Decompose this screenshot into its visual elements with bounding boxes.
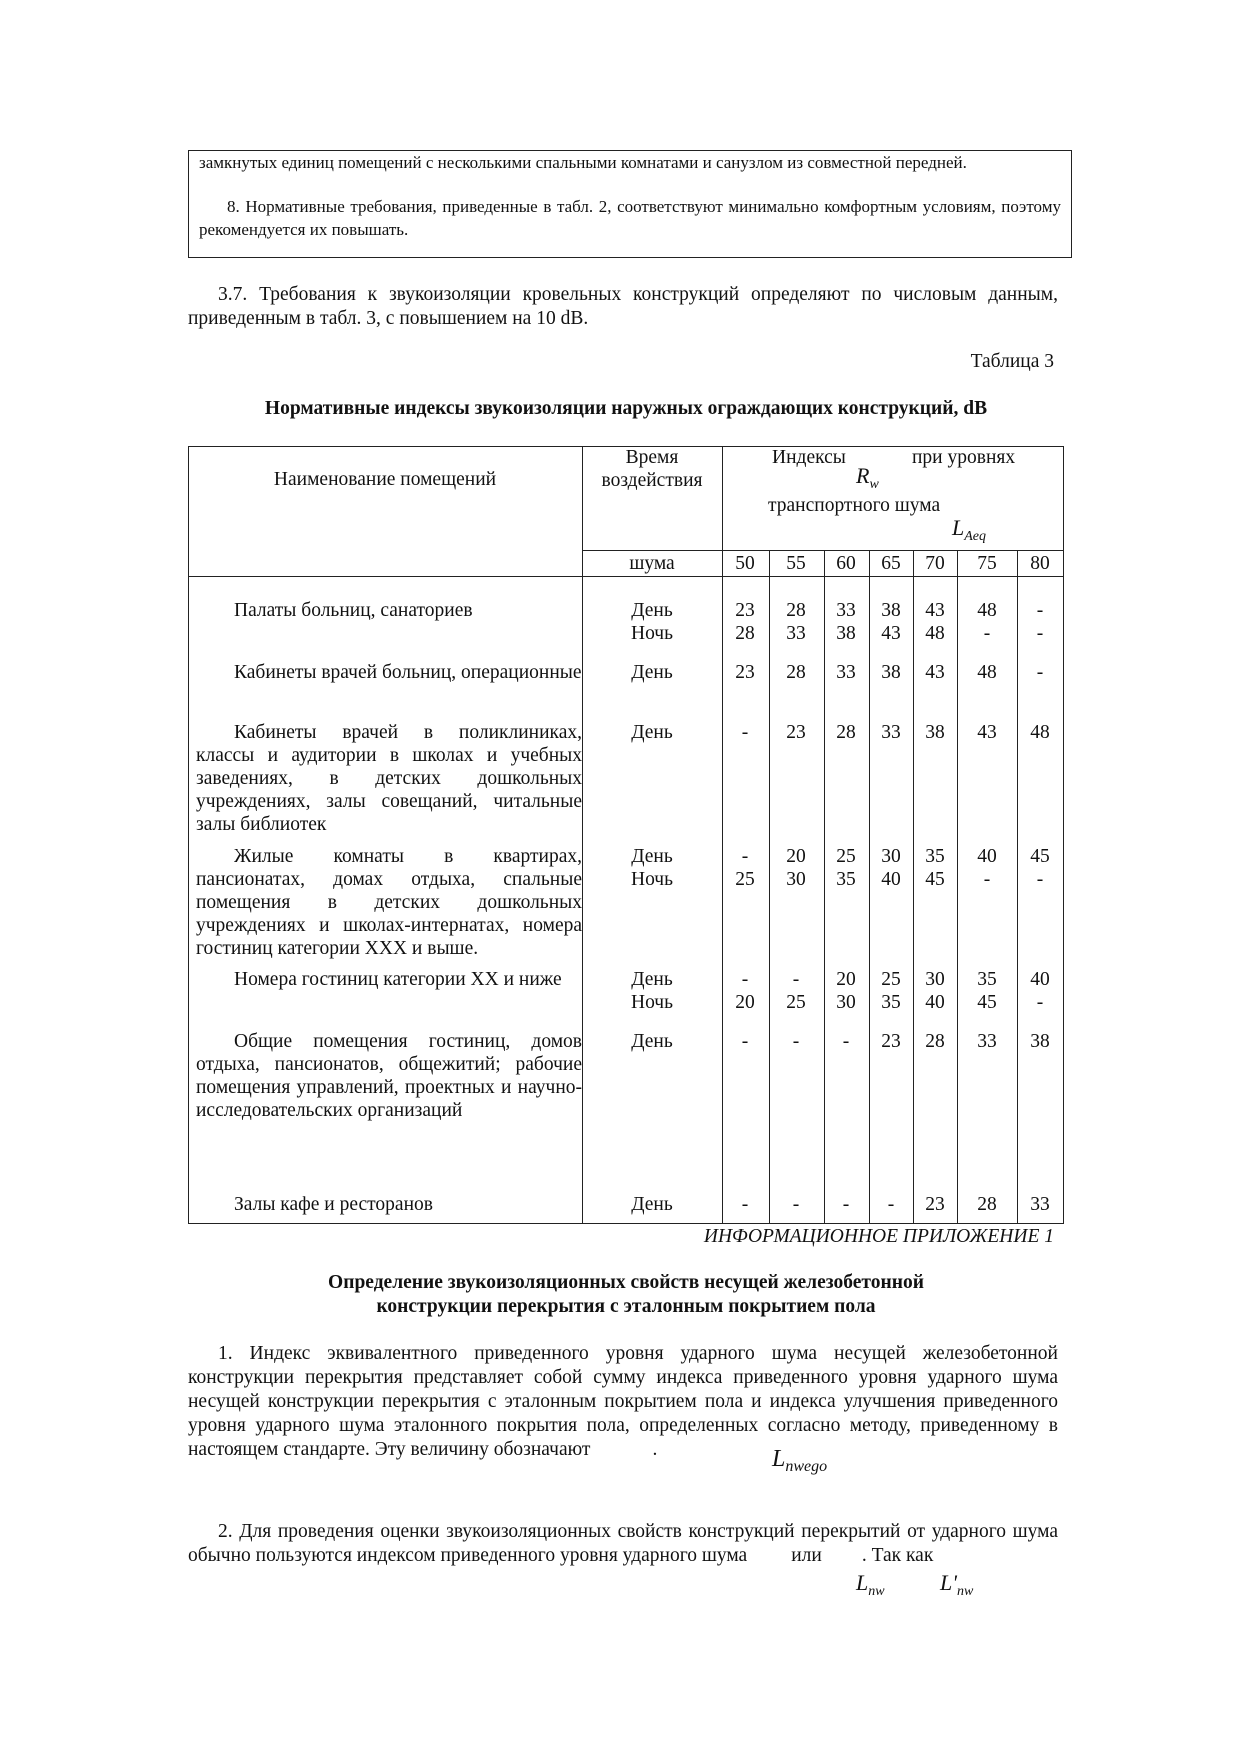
- index-value: - -: [1036, 600, 1044, 644]
- exposure-time: День: [631, 1031, 673, 1052]
- level-80: 80: [1030, 553, 1050, 574]
- index-value: 48: [1030, 722, 1050, 743]
- index-value: 20 30: [786, 846, 806, 890]
- header-levels-top: [582, 550, 1064, 551]
- table-title: Нормативные индексы звукоизоляции наружных ограждающих конструкций, dB: [264, 398, 988, 419]
- index-value: 43: [925, 662, 945, 683]
- room-name: Палаты больниц, санаториев: [234, 600, 473, 621]
- index-value: -: [741, 1031, 749, 1052]
- index-value: 20 30: [836, 969, 856, 1013]
- index-value: 40 -: [1030, 969, 1050, 1013]
- appendix-title-1: Определение звукоизоляционных свойств несущей железобетонной: [328, 1272, 924, 1293]
- index-value: 45 -: [1030, 846, 1050, 890]
- header-time-shuma: шума: [629, 553, 675, 574]
- col-divider-time: [722, 446, 723, 1224]
- room-name: Жилые комнаты в квартирах, пансионатах, домах отдыха, спальные помещения в детских дошкольных учреждениях и школах-интернатах, номера гостиниц категории ХХХ и выше.: [196, 846, 582, 959]
- index-value: 33 38: [836, 600, 856, 644]
- index-value: 25 35: [881, 969, 901, 1013]
- lnw-symbol: $L_{nw}$: [856, 1570, 885, 1599]
- index-value: 23: [881, 1031, 901, 1052]
- level-60: 60: [836, 553, 856, 574]
- col-divider-55: [824, 550, 825, 1224]
- header-name: Наименование помещений: [273, 469, 497, 490]
- header-time-line2: воздействия: [601, 470, 703, 491]
- index-value: 28: [786, 662, 806, 683]
- exposure-time: День: [631, 722, 673, 743]
- paragraph-2-or: или: [791, 1545, 822, 1566]
- index-value: -: [887, 1194, 895, 1215]
- col-divider-65: [913, 550, 914, 1224]
- index-value: -: [1036, 662, 1044, 683]
- paragraph-3-7: 3.7. Требования к звукоизоляции кровельных конструкций определяют по числовым данным, приведенным в табл. 3, с повышением на 10 dB.: [188, 284, 1058, 329]
- index-value: 35 45: [925, 846, 945, 890]
- rw-symbol: $R_w$: [856, 463, 879, 492]
- exposure-time: День Ночь: [630, 600, 674, 644]
- note-line-1: замкнутых единиц помещений с несколькими спальными комнатами и санузлом из совместной передней.: [199, 153, 967, 172]
- level-75: 75: [977, 553, 997, 574]
- index-value: 40 -: [977, 846, 997, 890]
- paragraph-2-text: 2. Для проведения оценки звукоизоляционных свойств конструкций перекрытий от ударного шума обычно пользуются индексом приведенного уровня ударного шума: [188, 1521, 1058, 1566]
- index-value: -: [741, 1194, 749, 1215]
- room-name: Номера гостиниц категории ХХ и ниже: [234, 969, 562, 990]
- index-value: 30 40: [881, 846, 901, 890]
- room-name: Кабинеты врачей в поликлиниках, классы и аудитории в школах и учебных заведениях, в детских дошкольных учреждениях, залы совещаний, читальные залы библиотек: [196, 722, 582, 835]
- header-time: [582, 446, 722, 492]
- room-name: Кабинеты врачей больниц, операционные: [234, 662, 582, 683]
- index-value: - 25: [786, 969, 806, 1013]
- index-value: - 25: [735, 846, 755, 890]
- index-value: 28 33: [786, 600, 806, 644]
- norms-table: [188, 446, 1064, 1224]
- index-value: 33: [977, 1031, 997, 1052]
- index-value: 30 40: [925, 969, 945, 1013]
- index-value: 33: [881, 722, 901, 743]
- index-value: 28: [925, 1031, 945, 1052]
- lnwego-symbol: $L_{nwego}$: [772, 1446, 828, 1475]
- index-value: 23: [735, 662, 755, 683]
- index-value: 38: [881, 662, 901, 683]
- col-divider-75: [1017, 550, 1018, 1224]
- level-55: 55: [786, 553, 806, 574]
- index-value: 38 43: [881, 600, 901, 644]
- room-name: Общие помещения гостиниц, домов отдыха, пансионатов, общежитий; рабочие помещения управлений, проектных и научно-исследовательских организаций: [196, 1031, 582, 1121]
- header-at-levels: при уровнях: [912, 447, 1016, 468]
- paragraph-1: [188, 1342, 1058, 1462]
- note-item-8: 8. Нормативные требования, приведенные в табл. 2, соответствуют минимально комфортным условиям, поэтому рекомендуется их повышать.: [199, 197, 1061, 239]
- index-value: 43: [977, 722, 997, 743]
- index-value: 33: [1030, 1194, 1050, 1215]
- index-value: 35 45: [977, 969, 997, 1013]
- exposure-time: День: [631, 1194, 673, 1215]
- index-value: 23 28: [735, 600, 755, 644]
- exposure-time: День: [631, 662, 673, 683]
- index-value: -: [842, 1194, 850, 1215]
- paragraph-2-end: . Так как: [861, 1545, 934, 1566]
- index-value: 38: [1030, 1031, 1050, 1052]
- exposure-time: День Ночь: [630, 969, 674, 1013]
- laeq-symbol: $L_{Aeq}$: [952, 515, 987, 544]
- index-value: -: [792, 1194, 800, 1215]
- index-value: 23: [786, 722, 806, 743]
- table-border-right: [1063, 446, 1064, 1224]
- index-value: 28: [977, 1194, 997, 1215]
- index-value: -: [741, 722, 749, 743]
- exposure-time: День Ночь: [630, 846, 674, 890]
- index-value: -: [792, 1031, 800, 1052]
- index-value: 38: [925, 722, 945, 743]
- appendix-title-2: конструкции перекрытия с эталонным покрытием пола: [376, 1296, 876, 1317]
- table-border-left: [188, 446, 189, 1224]
- note-box: [188, 150, 1072, 258]
- paragraph-2: [188, 1520, 1058, 1568]
- index-value: 23: [925, 1194, 945, 1215]
- header-time-line1: Время: [625, 447, 679, 468]
- table-label: Таблица 3: [970, 351, 1054, 372]
- level-50: 50: [735, 553, 755, 574]
- lpnw-symbol: $L'_{nw}$: [940, 1570, 974, 1599]
- header-bottom: [188, 576, 1064, 577]
- header-transport-noise: транспортного шума: [768, 495, 941, 516]
- paragraph-1-text: 1. Индекс эквивалентного приведенного уровня ударного шума несущей железобетонной конструкции перекрытия представляет собой сумму индекса приведенного уровня ударного шума несущей конструкции перекрытия с эталонным покрытием пола и индекса улучшения приведенного уровня ударного шума эталонного покрытия пола, определенных согласно методу, приведенному в настоящем стандарте. Эту величину обозначают: [188, 1343, 1058, 1460]
- level-65: 65: [881, 553, 901, 574]
- index-value: 43 48: [925, 600, 945, 644]
- col-divider-60: [869, 550, 870, 1224]
- header-indexes: Индексы: [772, 447, 846, 468]
- index-value: 28: [836, 722, 856, 743]
- col-divider-70: [957, 550, 958, 1224]
- appendix-label: ИНФОРМАЦИОННОЕ ПРИЛОЖЕНИЕ 1: [703, 1226, 1054, 1247]
- room-name: Залы кафе и ресторанов: [234, 1194, 433, 1215]
- index-value: 25 35: [836, 846, 856, 890]
- col-divider-50: [769, 550, 770, 1224]
- level-70: 70: [925, 553, 945, 574]
- index-value: 48: [977, 662, 997, 683]
- index-value: 33: [836, 662, 856, 683]
- table-border-bottom: [188, 1223, 1064, 1224]
- index-value: - 20: [735, 969, 755, 1013]
- index-value: 48 -: [977, 600, 997, 644]
- paragraph-1-end: .: [652, 1439, 658, 1460]
- index-value: -: [842, 1031, 850, 1052]
